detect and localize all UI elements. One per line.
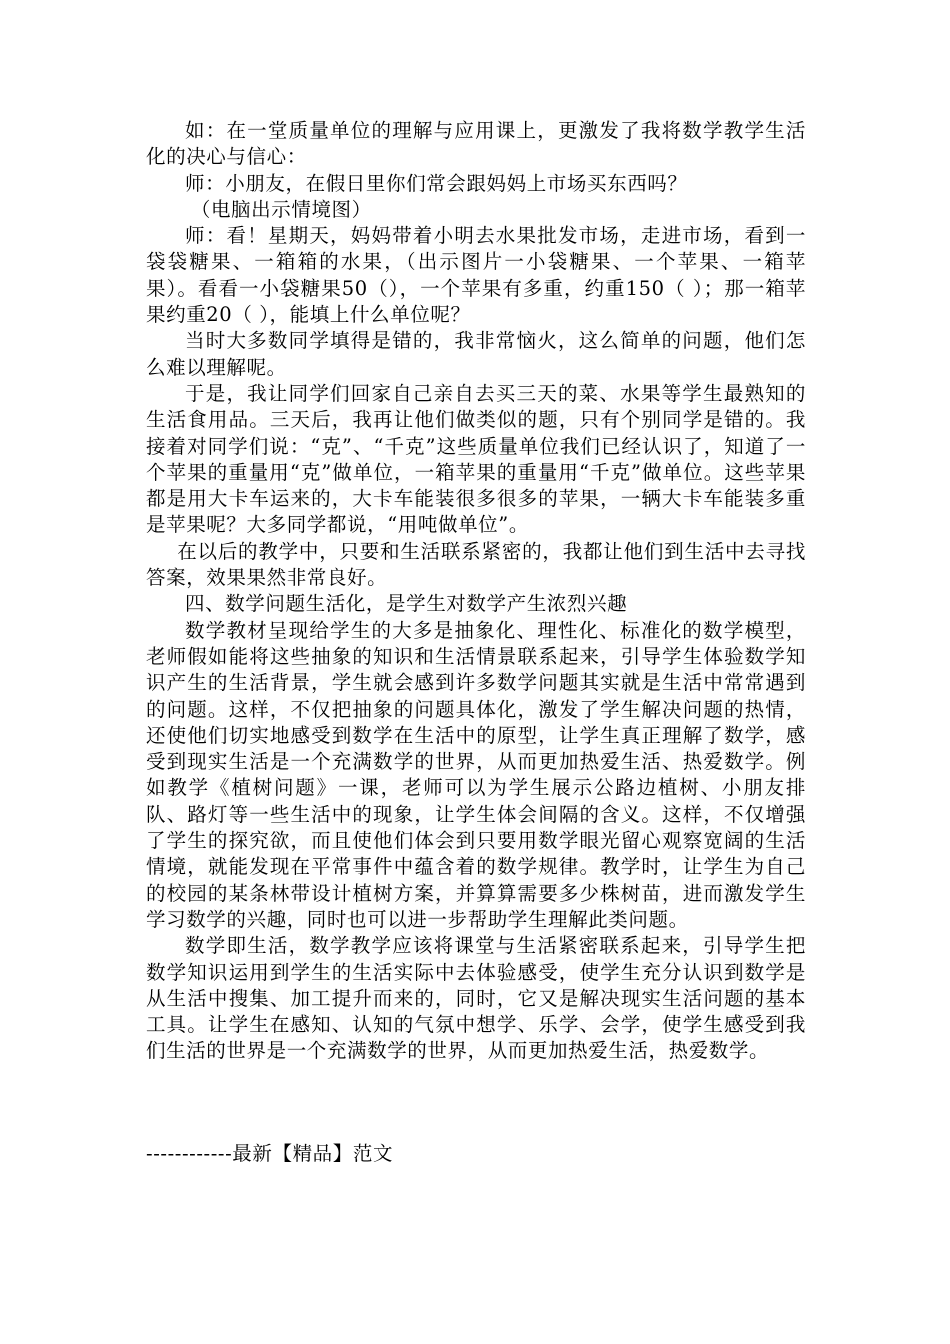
footer-caption: ------------最新【精品】范文 bbox=[146, 1142, 394, 1165]
paragraph-buy-groceries: 于是，我让同学们回家自己亲自去买三天的菜、水果等学生最熟知的生活食用品。三天后，我再让他们做类似的题，只有个别同学是错的。我接着对同学们说：“克”、“千克”这些质量单位我们已经认识了，知道了一个苹果的重量用“克”做单位，一箱苹果的重量用“千克”做单位。这些苹果都是用大卡车运来的，大卡车能装很多很多的苹果，一辆大卡车能装多重是苹果呢？大多同学都说，“用吨做单位”。 bbox=[146, 381, 806, 537]
paragraph-intro: 如：在一堂质量单位的理解与应用课上，更激发了我将数学教学生活化的决心与信心： bbox=[146, 119, 806, 169]
paragraph-computer-display: （电脑出示情境图） bbox=[190, 197, 372, 221]
document-body bbox=[146, 118, 806, 1065]
section-heading-four: 四、数学问题生活化，是学生对数学产生浓烈兴趣 bbox=[185, 592, 628, 616]
paragraph-teacher-question: 师：小朋友，在假日里你们常会跟妈妈上市场买东西吗？ bbox=[185, 171, 688, 195]
paragraph-later-teaching: 在以后的教学中，只要和生活联系紧密的，我都让他们到生活中去寻找答案，效果果然非常良好。 bbox=[146, 539, 806, 590]
paragraph-math-is-life: 数学即生活，数学教学应该将课堂与生活紧密联系起来，引导学生把数学知识运用到学生的生活实际中去体验感受，使学生充分认识到数学是从生活中搜集、加工提升而来的，同时，它又是解决现实生活问题的基本工具。让学生在感知、认知的气氛中想学、乐学、会学，使学生感受到我们生活的世界是一个充满数学的世界，从而更加热爱生活，热爱数学。 bbox=[146, 934, 806, 1063]
paragraph-teacher-scenario: 师：看！星期天，妈妈带着小明去水果批发市场，走进市场，看到一袋袋糖果、一箱箱的水果，（出示图片一小袋糖果、一个苹果、一箱苹果）。看看一小袋糖果50（），一个苹果有多重，约重150（ ）；那一箱苹果约重20（ ），能填上什么单位呢？ bbox=[146, 224, 806, 327]
paragraph-textbook-models: 数学教材呈现给学生的大多是抽象化、理性化、标准化的数学模型，老师假如能将这些抽象的知识和生活情景联系起来，引导学生体验数学知识产生的生活背景，学生就会感到许多数学问题其实就是生活中常常遇到的问题。这样，不仅把抽象的问题具体化，激发了学生解决问题的热情，还使他们切实地感受到数学在生活中的原型，让学生真正理解了数学，感受到现实生活是一个充满数学的世界，从而更加热爱生活、热爱数学。例如教学《植树问题》一课，老师可以为学生展示公路边植树、小朋友排队、路灯等一些生活中的现象，让学生体会间隔的含义。这样，不仅增强了学生的探究欲，而且使他们体会到只要用数学眼光留心观察宽阔的生活情境，就能发现在平常事件中蕴含着的数学规律。教学时，让学生为自己的校园的某条林带设计植树方案，并算算需要多少株树苗，进而激发学生学习数学的兴趣，同时也可以进一步帮助学生理解此类问题。 bbox=[146, 618, 806, 931]
paragraph-students-wrong: 当时大多数同学填得是错的，我非常恼火，这么简单的问题，他们怎么难以理解呢。 bbox=[146, 329, 806, 379]
